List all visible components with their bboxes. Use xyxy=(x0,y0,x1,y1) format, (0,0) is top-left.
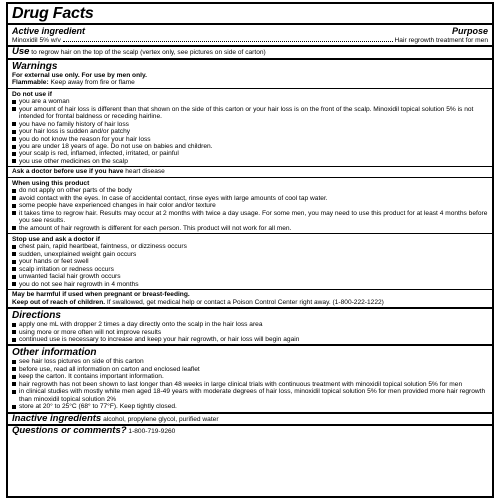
purpose-heading: Purpose xyxy=(451,26,488,36)
flammable-label: Flammable: xyxy=(12,79,49,87)
purpose-value: Hair regrowth treatment for men xyxy=(394,37,488,44)
keep-out-text: If swallowed, get medical help or contact a Poison Control Center right away. (1-800-222-1222) xyxy=(106,298,384,306)
do-not-use-heading: Do not use if xyxy=(12,90,52,98)
list-item: scalp irritation or redness occurs xyxy=(12,266,488,273)
flammable-line xyxy=(12,79,488,86)
pregnancy-warning: May be harmful if used when pregnant or breast-feeding. xyxy=(12,291,190,299)
list-item: you have no family history of hair loss xyxy=(12,121,488,128)
other-info-list xyxy=(12,358,488,410)
inactive-ingredients-text: alcohol, propylene glycol, purified water xyxy=(103,415,219,423)
list-item: unwanted facial hair growth occurs xyxy=(12,273,488,280)
other-info-section xyxy=(12,346,488,411)
list-item: the amount of hair regrowth is different for each person. This product will not work for all men. xyxy=(12,225,488,232)
list-item: it takes time to regrow hair. Results may occur at 2 months with twice a day usage. For some men, you may need to use this product for at least 4 months before you see results. xyxy=(12,210,488,225)
list-item: you are a woman xyxy=(12,98,488,105)
external-use-text: For external use only. For use by men only. xyxy=(12,71,147,79)
do-not-use-list xyxy=(12,98,488,165)
when-using-list xyxy=(12,187,488,232)
when-using-section xyxy=(12,178,488,233)
list-item: your hair loss is sudden and/or patchy xyxy=(12,128,488,135)
list-item: apply one mL with dropper 2 times a day directly onto the scalp in the hair loss area xyxy=(12,321,488,328)
stop-use-list xyxy=(12,243,488,288)
active-ingredient-section xyxy=(12,25,488,45)
list-item: using more or more often will not improve results xyxy=(12,329,488,336)
directions-section xyxy=(12,309,488,344)
list-item: you are under 18 years of age. Do not use on babies and children. xyxy=(12,143,488,150)
use-section xyxy=(12,47,488,57)
active-values-row xyxy=(12,37,488,44)
ask-doctor-heading: Ask a doctor before use if you have xyxy=(12,168,124,176)
directions-heading: Directions xyxy=(12,310,61,322)
list-item: you do not know the reason for your hair loss xyxy=(12,136,488,143)
ask-doctor-section xyxy=(12,167,488,176)
inactive-ingredients-heading: Inactive ingredients xyxy=(12,412,102,424)
list-item: your scalp is red, inflamed, infected, irritated, or painful xyxy=(12,150,488,157)
list-item: your hands or feet swell xyxy=(12,258,488,265)
list-item: avoid contact with the eyes. In case of accidental contact, rinse eyes with large amounts of cool tap water. xyxy=(12,195,488,202)
list-item: before use, read all information on carton and enclosed leaflet xyxy=(12,366,488,373)
list-item: sudden, unexplained weight gain occurs xyxy=(12,251,488,258)
list-item: see hair loss pictures on side of this carton xyxy=(12,358,488,365)
questions-phone: 1-800-719-9260 xyxy=(128,428,176,436)
list-item: your amount of hair loss is different than that shown on the side of this carton or your hair loss is on the front of the scalp. Minoxidil topical solution 5% is not intended for frontal baldness or receding hairline. xyxy=(12,106,488,121)
warnings-section xyxy=(12,60,488,88)
use-text: to regrow hair on the top of the scalp (vertex only, see pictures on side of carton) xyxy=(31,49,266,57)
active-ingredient-heading: Active ingredient xyxy=(12,26,86,36)
keep-out-line xyxy=(12,299,488,306)
list-item: hair regrowth has not been shown to last longer than 48 weeks in large clinical trials with continuous treatment with minoxidil topical solution 5% for men xyxy=(12,381,488,388)
active-headings-row xyxy=(12,26,488,37)
other-info-heading: Other information xyxy=(12,347,97,359)
stop-use-section xyxy=(12,234,488,289)
leader-dots xyxy=(63,41,393,42)
list-item: you do not see hair regrowth in 4 months xyxy=(12,281,488,288)
when-using-heading: When using this product xyxy=(12,179,90,187)
list-item: do not apply on other parts of the body xyxy=(12,187,488,194)
questions-section xyxy=(12,426,488,436)
flammable-text: Keep away from fire or flame xyxy=(50,79,135,87)
inactive-ingredients-section xyxy=(12,414,488,424)
list-item: you use other medicines on the scalp xyxy=(12,158,488,165)
do-not-use-section xyxy=(12,89,488,167)
questions-heading: Questions or comments? xyxy=(12,425,127,437)
drug-facts-label xyxy=(6,2,494,498)
list-item: chest pain, rapid heartbeat, faintness, or dizziness occurs xyxy=(12,243,488,250)
ask-doctor-text: heart disease xyxy=(125,168,165,176)
use-heading: Use xyxy=(12,46,30,58)
label-title: Drug Facts xyxy=(12,5,94,22)
keep-out-label: Keep out of reach of children. xyxy=(12,298,106,306)
pregnancy-children-section xyxy=(12,290,488,307)
stop-use-heading: Stop use and ask a doctor if xyxy=(12,235,100,243)
active-ingredient-value: Minoxidil 5% w/v xyxy=(12,37,61,44)
list-item: some people have experienced changes in hair color and/or texture xyxy=(12,202,488,209)
list-item: in clinical studies with mostly white men aged 18-49 years with moderate degrees of hair loss, minoxidil topical solution 5% for men provided more hair regrowth than minoxidil topical solution 2% xyxy=(12,388,488,403)
list-item: continued use is necessary to increase and keep your hair regrowth, or hair loss will begin again xyxy=(12,336,488,343)
directions-list xyxy=(12,321,488,343)
list-item: store at 20° to 25°C (68° to 77°F). Keep tightly closed. xyxy=(12,403,488,410)
warnings-heading: Warnings xyxy=(12,60,58,72)
list-item: keep the carton. It contains important information. xyxy=(12,373,488,380)
